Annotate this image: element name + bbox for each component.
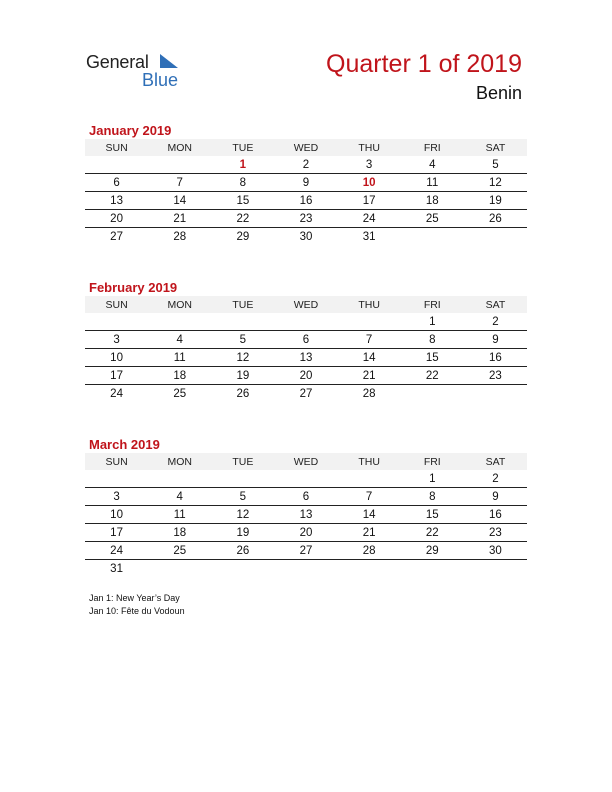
day-cell bbox=[464, 385, 527, 403]
day-cell: 27 bbox=[274, 542, 337, 560]
day-cell: 30 bbox=[464, 542, 527, 560]
day-cell: 16 bbox=[464, 506, 527, 524]
day-cell: 5 bbox=[211, 331, 274, 349]
week-row bbox=[85, 349, 527, 367]
day-cell: 12 bbox=[211, 506, 274, 524]
week-row bbox=[85, 228, 527, 246]
day-cell: 5 bbox=[464, 156, 527, 174]
week-row bbox=[85, 331, 527, 349]
day-cell: 13 bbox=[274, 506, 337, 524]
day-cell bbox=[338, 313, 401, 331]
weekday-header: MON bbox=[148, 296, 211, 313]
day-cell: 15 bbox=[401, 349, 464, 367]
day-cell: 25 bbox=[173, 387, 187, 400]
calendar-grid bbox=[85, 296, 527, 402]
day-cell: 21 bbox=[148, 210, 211, 228]
day-cell: 24 bbox=[338, 210, 401, 228]
day-cell bbox=[85, 156, 148, 174]
page-title: Quarter 1 of 2019 bbox=[326, 50, 522, 78]
month-title: March 2019 bbox=[89, 437, 160, 452]
weekday-header: SUN bbox=[85, 453, 148, 470]
day-cell: 27 bbox=[110, 230, 123, 243]
day-cell: 7 bbox=[148, 174, 211, 192]
day-cell: 10 bbox=[338, 174, 401, 192]
day-cell: 23 bbox=[464, 524, 527, 542]
day-cell: 14 bbox=[148, 192, 211, 210]
day-cell bbox=[148, 156, 211, 174]
day-cell: 28 bbox=[338, 542, 401, 560]
generalblue-logo bbox=[86, 50, 196, 90]
day-cell: 9 bbox=[274, 174, 337, 192]
day-cell bbox=[338, 560, 401, 578]
day-cell: 1 bbox=[401, 313, 464, 331]
weekday-header: MON bbox=[148, 453, 211, 470]
day-cell: 4 bbox=[401, 156, 464, 174]
day-cell: 20 bbox=[85, 210, 148, 228]
logo-triangle-icon bbox=[160, 54, 178, 68]
day-cell: 8 bbox=[211, 174, 274, 192]
day-cell: 9 bbox=[464, 488, 527, 506]
calendar-grid bbox=[85, 453, 527, 577]
month-title: February 2019 bbox=[89, 280, 178, 295]
day-cell: 12 bbox=[211, 349, 274, 367]
week-row bbox=[85, 313, 527, 331]
logo-general-text: General bbox=[86, 52, 149, 72]
logo-blue-text: Blue bbox=[142, 70, 179, 90]
day-cell: 25 bbox=[401, 210, 464, 228]
weekday-header: WED bbox=[274, 139, 337, 156]
day-cell: 22 bbox=[401, 367, 464, 385]
week-row bbox=[85, 385, 527, 403]
day-cell bbox=[338, 470, 401, 488]
day-cell bbox=[274, 313, 337, 331]
day-cell: 19 bbox=[464, 192, 527, 210]
day-cell: 10 bbox=[85, 349, 148, 367]
weekday-header: SUN bbox=[85, 296, 148, 313]
day-cell: 24 bbox=[110, 387, 123, 400]
day-cell: 5 bbox=[211, 488, 274, 506]
day-cell: 31 bbox=[110, 562, 123, 575]
day-cell: 17 bbox=[85, 524, 148, 542]
day-cell: 6 bbox=[85, 174, 148, 192]
weekday-header: SAT bbox=[464, 296, 527, 313]
day-cell: 14 bbox=[338, 349, 401, 367]
day-cell: 2 bbox=[464, 313, 527, 331]
day-cell: 27 bbox=[299, 387, 313, 400]
month-march bbox=[85, 436, 527, 577]
weekday-header: TUE bbox=[211, 296, 274, 313]
day-cell bbox=[148, 470, 211, 488]
day-cell: 15 bbox=[401, 506, 464, 524]
month-title: January 2019 bbox=[89, 123, 172, 138]
week-row bbox=[85, 560, 527, 578]
week-row bbox=[85, 156, 527, 174]
day-cell: 9 bbox=[464, 331, 527, 349]
week-row bbox=[85, 210, 527, 228]
holiday-notes bbox=[89, 592, 185, 618]
weekday-header: THU bbox=[338, 296, 401, 313]
day-cell bbox=[148, 313, 211, 331]
day-cell: 3 bbox=[85, 488, 148, 506]
day-cell bbox=[274, 560, 337, 578]
day-cell: 11 bbox=[148, 349, 211, 367]
day-cell bbox=[85, 313, 148, 331]
day-cell bbox=[211, 313, 274, 331]
day-cell: 3 bbox=[338, 156, 401, 174]
day-cell: 11 bbox=[148, 506, 211, 524]
month-january bbox=[85, 122, 527, 245]
weekday-header: TUE bbox=[211, 139, 274, 156]
country-name: Benin bbox=[475, 83, 522, 103]
day-cell bbox=[211, 470, 274, 488]
day-cell bbox=[401, 228, 464, 246]
weekday-header: FRI bbox=[401, 139, 464, 156]
day-cell: 21 bbox=[338, 367, 401, 385]
day-cell: 26 bbox=[464, 210, 527, 228]
day-cell: 1 bbox=[401, 470, 464, 488]
day-cell: 19 bbox=[211, 524, 274, 542]
week-row bbox=[85, 470, 527, 488]
day-cell: 4 bbox=[148, 488, 211, 506]
day-cell: 4 bbox=[148, 331, 211, 349]
day-cell: 2 bbox=[464, 470, 527, 488]
day-cell bbox=[85, 470, 148, 488]
day-cell: 30 bbox=[299, 230, 313, 243]
day-cell: 21 bbox=[338, 524, 401, 542]
weekday-header: TUE bbox=[211, 453, 274, 470]
day-cell: 31 bbox=[362, 230, 376, 243]
day-cell bbox=[148, 560, 211, 578]
day-cell: 8 bbox=[401, 488, 464, 506]
day-cell: 14 bbox=[338, 506, 401, 524]
day-cell: 16 bbox=[274, 192, 337, 210]
day-cell: 15 bbox=[211, 192, 274, 210]
day-cell: 7 bbox=[338, 488, 401, 506]
day-cell: 16 bbox=[464, 349, 527, 367]
day-cell: 7 bbox=[338, 331, 401, 349]
day-cell: 18 bbox=[401, 192, 464, 210]
day-cell: 22 bbox=[401, 524, 464, 542]
day-cell: 25 bbox=[148, 542, 211, 560]
week-row bbox=[85, 524, 527, 542]
weekday-header: SAT bbox=[464, 139, 527, 156]
day-cell: 23 bbox=[274, 210, 337, 228]
holiday-note: Jan 1: New Year’s Day bbox=[89, 593, 180, 603]
day-cell: 20 bbox=[274, 367, 337, 385]
week-row bbox=[85, 542, 527, 560]
holiday-note: Jan 10: Fête du Vodoun bbox=[89, 606, 185, 616]
weekday-header: FRI bbox=[401, 296, 464, 313]
weekday-header: SUN bbox=[85, 139, 148, 156]
day-cell bbox=[274, 470, 337, 488]
day-cell: 10 bbox=[85, 506, 148, 524]
month-february bbox=[85, 279, 527, 402]
weekday-header: SAT bbox=[464, 453, 527, 470]
weekday-header: THU bbox=[338, 453, 401, 470]
day-cell bbox=[464, 228, 527, 246]
day-cell: 13 bbox=[85, 192, 148, 210]
day-cell: 29 bbox=[236, 230, 250, 243]
calendar-grid bbox=[85, 139, 527, 245]
day-cell: 12 bbox=[464, 174, 527, 192]
day-cell bbox=[211, 560, 274, 578]
day-cell: 6 bbox=[274, 488, 337, 506]
day-cell: 22 bbox=[211, 210, 274, 228]
weekday-header: MON bbox=[148, 139, 211, 156]
day-cell: 19 bbox=[211, 367, 274, 385]
week-row bbox=[85, 367, 527, 385]
day-cell: 26 bbox=[236, 387, 250, 400]
day-cell: 11 bbox=[401, 174, 464, 192]
day-cell: 1 bbox=[211, 156, 274, 174]
day-cell: 28 bbox=[173, 230, 187, 243]
day-cell: 23 bbox=[464, 367, 527, 385]
week-row bbox=[85, 488, 527, 506]
weekday-header: WED bbox=[274, 453, 337, 470]
day-cell: 6 bbox=[274, 331, 337, 349]
day-cell: 18 bbox=[148, 524, 211, 542]
day-cell bbox=[401, 560, 464, 578]
week-row bbox=[85, 192, 527, 210]
day-cell: 2 bbox=[274, 156, 337, 174]
week-row bbox=[85, 506, 527, 524]
day-cell bbox=[401, 385, 464, 403]
day-cell: 28 bbox=[362, 387, 376, 400]
weekday-header: WED bbox=[274, 296, 337, 313]
day-cell: 13 bbox=[274, 349, 337, 367]
weekday-header: FRI bbox=[401, 453, 464, 470]
day-cell: 17 bbox=[85, 367, 148, 385]
day-cell bbox=[464, 560, 527, 578]
day-cell: 24 bbox=[85, 542, 148, 560]
day-cell: 29 bbox=[401, 542, 464, 560]
day-cell: 18 bbox=[148, 367, 211, 385]
week-row bbox=[85, 174, 527, 192]
day-cell: 8 bbox=[401, 331, 464, 349]
day-cell: 17 bbox=[338, 192, 401, 210]
weekday-header: THU bbox=[338, 139, 401, 156]
day-cell: 26 bbox=[211, 542, 274, 560]
day-cell: 3 bbox=[85, 331, 148, 349]
day-cell: 20 bbox=[274, 524, 337, 542]
